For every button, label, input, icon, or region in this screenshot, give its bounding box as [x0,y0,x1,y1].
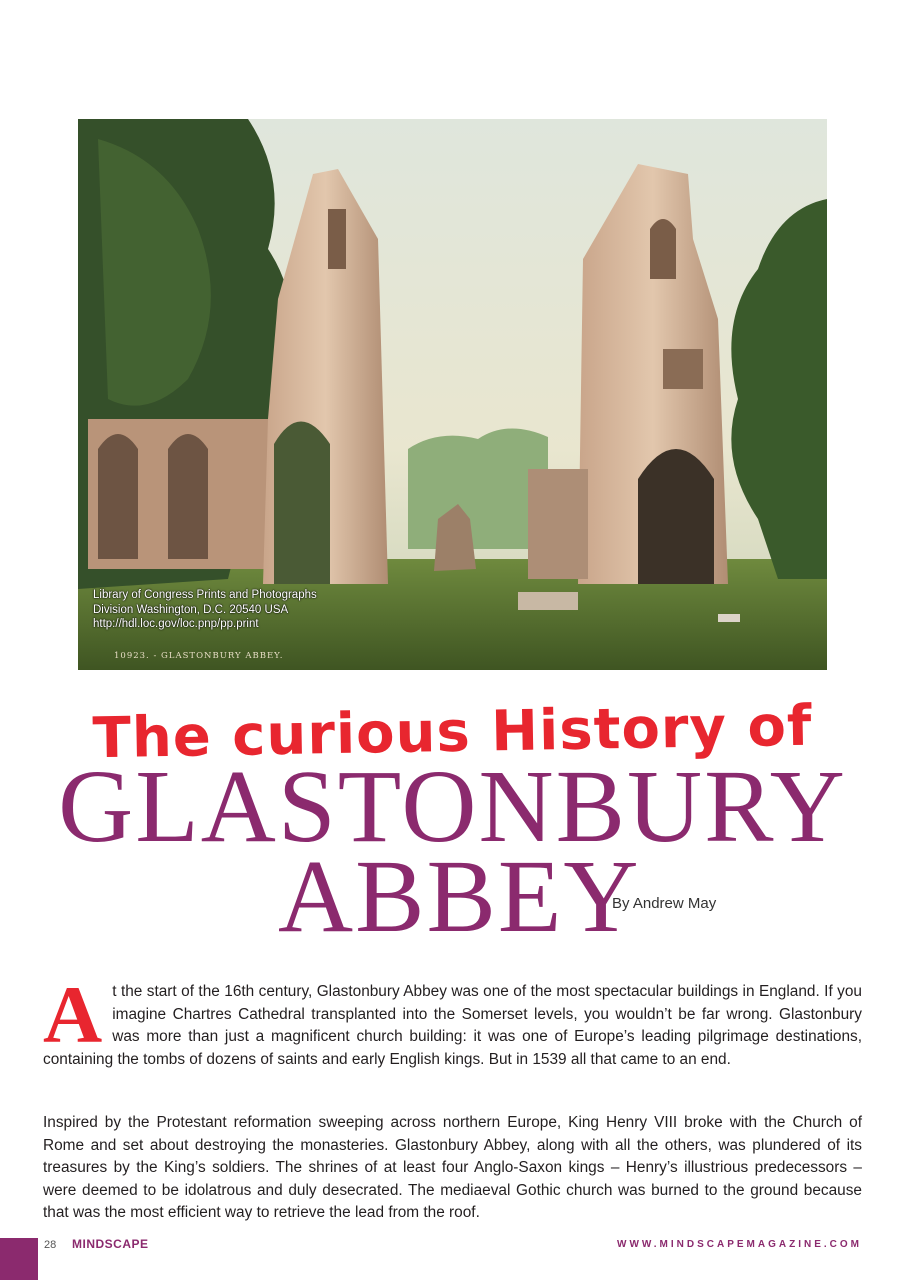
credit-line: Library of Congress Prints and Photographs [93,589,317,601]
drop-cap: A [43,969,103,1060]
headline-title-line1: GLASTONBURY [58,749,847,864]
byline: By Andrew May [612,895,717,912]
article-paragraph-1 [43,969,862,1071]
page-number: 28 [44,1239,57,1251]
article-paragraph-2: Inspired by the Protestant reformation sweeping across northern Europe, King Henry VIII broke with the Church of Rome and set about destroying the monasteries. Glastonbury Abbey, along with all the others, was plundered of its treasures by the King’s soldiers. The shrines of at least four Anglo-Saxon kings – Henry’s illustrious predecessors – were deemed to be idolatrous and duly desecrated. The mediaeval Gothic church was burned to the ground because that was the most efficient way to retrieve the lead from the roof. [43,1114,862,1221]
photo-credit [93,588,317,632]
website-url[interactable]: WWW.MINDSCAPEMAGAZINE.COM [617,1239,862,1250]
headline-title-line2: ABBEY [278,839,641,954]
footer-color-bar [0,1238,38,1280]
headline-kicker: The curious History of [92,693,813,772]
paragraph-text: t the start of the 16th century, Glastonbury Abbey was one of the most spectacular buildings in England. If you imagine Chartres Cathedral transplanted into the Somerset levels, you wouldn’t be far wrong. Glastonbury was more than just a magnificent church building: it was one of Europe’s leading pilgrimage destinations, containing the tombs of dozens of saints and early English kings. But in 1539 all that came to an end. [43,983,862,1068]
credit-line: http://hdl.loc.gov/loc.pnp/pp.print [93,618,259,630]
credit-line: Division Washington, D.C. 20540 USA [93,603,289,616]
brand-logo: MINDSCAPE [72,1237,149,1251]
plate-label: 10923. - GLASTONBURY ABBEY. [114,651,284,661]
